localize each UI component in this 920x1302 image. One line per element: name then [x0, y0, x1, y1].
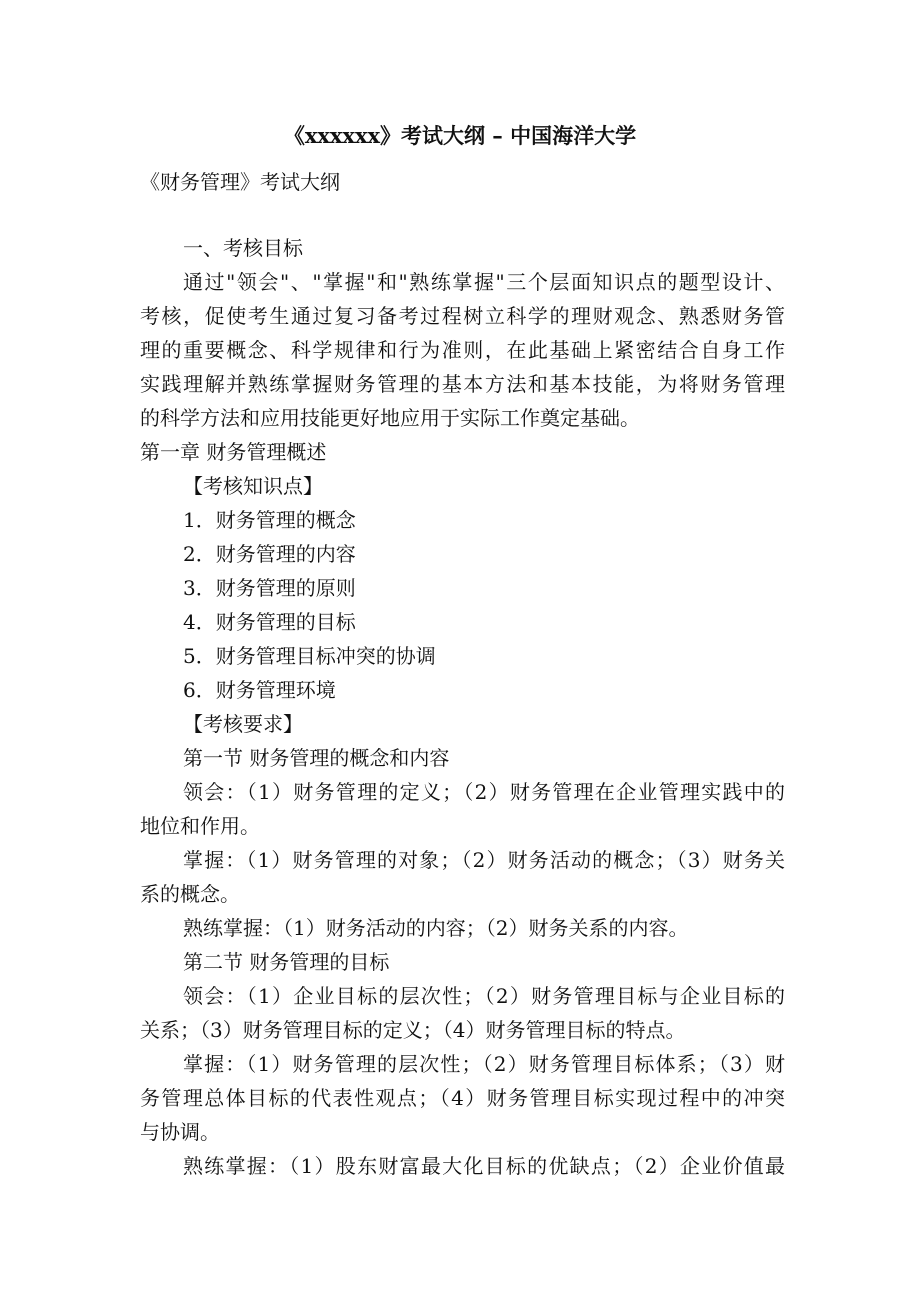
paragraph-line: 掌握：（1）财务管理的层次性；（2）财务管理目标体系；（3）财: [183, 1052, 785, 1076]
subsection-heading: 【考核要求】: [183, 712, 303, 736]
paragraph-line: 领会：（1）企业目标的层次性；（2）财务管理目标与企业目标的: [183, 984, 785, 1008]
paragraph-line: 掌握：（1）财务管理的对象；（2）财务活动的概念；（3）财务关: [183, 848, 785, 872]
paragraph-line: 与协调。: [140, 1120, 220, 1144]
document-subtitle: 《财务管理》考试大纲: [140, 170, 340, 194]
paragraph-line: 领会：（1）财务管理的定义；（2）财务管理在企业管理实践中的: [183, 780, 785, 804]
paragraph-line: 务管理总体目标的代表性观点；（4）财务管理目标实现过程中的冲突: [140, 1086, 785, 1110]
list-item: 1．财务管理的概念: [183, 508, 356, 532]
paragraph-line: 关系；（3）财务管理目标的定义；（4）财务管理目标的特点。: [140, 1018, 686, 1042]
section-heading: 一、考核目标: [183, 236, 303, 260]
section-heading: 第二节 财务管理的目标: [183, 950, 390, 974]
list-item: 5．财务管理目标冲突的协调: [183, 644, 436, 668]
list-item: 2．财务管理的内容: [183, 542, 356, 566]
paragraph-line: 通过"领会"、"掌握"和"熟练掌握"三个层面知识点的题型设计、: [183, 270, 785, 294]
paragraph-line: 熟练掌握：（1）股东财富最大化目标的优缺点；（2）企业价值最: [183, 1154, 785, 1178]
document-title: 《xxxxxx》考试大纲 – 中国海洋大学: [283, 123, 637, 148]
paragraph-line: 理的重要概念、科学规律和行为准则，在此基础上紧密结合自身工作: [140, 338, 785, 362]
section-heading: 第一节 财务管理的概念和内容: [183, 746, 450, 770]
paragraph-line: 的科学方法和应用技能更好地应用于实际工作奠定基础。: [140, 406, 640, 430]
paragraph-line: 熟练掌握：（1）财务活动的内容；（2）财务关系的内容。: [183, 916, 689, 940]
list-item: 3．财务管理的原则: [183, 576, 356, 600]
subsection-heading: 【考核知识点】: [183, 474, 323, 498]
paragraph-line: 地位和作用。: [140, 814, 260, 838]
paragraph-line: 考核，促使考生通过复习备考过程树立科学的理财观念、熟悉财务管: [140, 304, 785, 328]
paragraph-line: 实践理解并熟练掌握财务管理的基本方法和基本技能，为将财务管理: [140, 372, 785, 396]
chapter-heading: 第一章 财务管理概述: [140, 440, 327, 464]
list-item: 4．财务管理的目标: [183, 610, 356, 634]
list-item: 6．财务管理环境: [183, 678, 336, 702]
paragraph-line: 系的概念。: [140, 882, 240, 906]
